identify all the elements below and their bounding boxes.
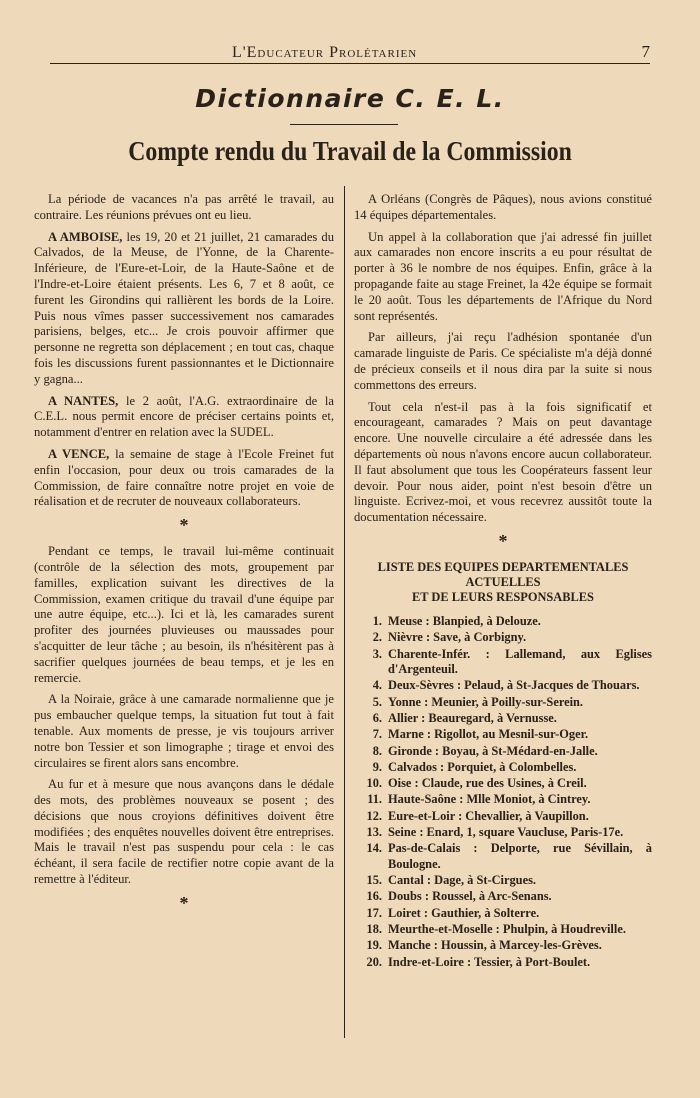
paragraph-body: la semaine de stage à l'Ecole Freinet fut enfin l'occasion, pour deux ou trois camarades de la Commission, de faire connaître notre projet en voie de réalisation et de recruter de nouveaux collaborateurs.	[34, 446, 334, 509]
list-item	[354, 938, 652, 954]
list-item-text: Meurthe-et-Moselle : Phulpin, à Houdreville.	[388, 921, 626, 936]
paragraph-lead: A NANTES,	[48, 393, 119, 408]
paragraph-body: le 2 août, l'A.G. extraordinaire de la C.E.L. nous permit encore de préciser certains points et, notamment d'entrer en relation avec la SUDEL.	[34, 393, 334, 440]
list-item	[354, 630, 652, 646]
list-item-text: Meuse : Blanpied, à Delouze.	[388, 613, 541, 628]
list-item-number: 17.	[366, 905, 382, 920]
list-item-text: Cantal : Dage, à St-Cirgues.	[388, 873, 536, 888]
article-title: Dictionnaire C. E. L.	[195, 84, 505, 113]
list-item	[354, 889, 652, 905]
list-item-text: Yonne : Meunier, à Poilly-sur-Serein.	[388, 694, 584, 709]
paragraph-lead: A AMBOISE,	[48, 229, 123, 244]
list-item-number: 15.	[366, 873, 382, 888]
paragraph-vence	[34, 447, 334, 510]
list-item-number: 4.	[372, 678, 382, 693]
list-item-text: Calvados : Porquiet, à Colombelles.	[388, 759, 577, 774]
section-separator: *	[179, 515, 189, 536]
section-separator: *	[498, 530, 508, 551]
list-item	[354, 841, 652, 872]
paragraph-amboise	[34, 230, 334, 388]
list-item	[354, 647, 652, 678]
list-item	[354, 792, 652, 808]
paragraph-body: les 19, 20 et 21 juillet, 21 camarades du Calvados, de la Meuse, de l'Yonne, de la Charente-Inférieure, de l'Eure-et-Loir, de la Haute-Saône et de l'Indre-et-Loire étaient présents. Les 6, 7 et 8 août, ce furent les Girondins qui rallièrent les bords de la Loire. Puis nous vîmes passer successivement nos camarades parisiens, belges, etc... Je crois pouvoir affirmer que personne ne regretta son déplacement ; en tout cas, chaque fois les discussions furent passionnantes et le Dictionnaire y gagna...	[34, 229, 335, 386]
list-item	[354, 906, 652, 922]
list-item-text: Gironde : Boyau, à St-Médard-en-Jalle.	[388, 743, 598, 758]
paragraph: A la Noiraie, grâce à une camarade normalienne que je pus embaucher quelque temps, la situation fut tout à fait tenable. Aux moments de presse, je vis toujours arriver notre bon Tessier et son limographe ; tirage et envoi des circulaires se firent alors sans encombre.	[34, 692, 334, 770]
list-item	[354, 955, 652, 971]
list-item-number: 2.	[372, 630, 382, 645]
column-divider	[344, 186, 345, 1038]
list-title	[354, 560, 652, 605]
header-rule	[50, 63, 650, 64]
list-item-number: 7.	[372, 727, 382, 742]
team-list	[354, 614, 652, 970]
list-item-text: Allier : Beauregard, à Vernusse.	[388, 710, 557, 725]
list-item-number: 16.	[366, 889, 382, 904]
list-item-text: Indre-et-Loire : Tessier, à Port-Boulet.	[388, 954, 591, 969]
list-item-text: Seine : Enard, 1, square Vaucluse, Paris-17e.	[388, 825, 624, 839]
paragraph: Par ailleurs, j'ai reçu l'adhésion spontanée d'un camarade linguiste de Paris. Ce spécialiste m'a déjà donné de précieux conseils et il nous dira par la suite si nous commettons des erreurs.	[354, 330, 652, 392]
title-divider	[290, 124, 398, 125]
list-item-text: Charente-Infér. : Lallemand, aux Eglises d'Argenteuil.	[388, 646, 652, 677]
list-item-number: 9.	[372, 759, 382, 774]
paragraph: A Orléans (Congrès de Pâques), nous avions constitué 14 équipes départementales.	[354, 192, 652, 222]
list-item-text: Deux-Sèvres : Pelaud, à St-Jacques de Thouars.	[388, 678, 640, 693]
list-item-text: Manche : Houssin, à Marcey-les-Grèves.	[388, 938, 602, 953]
list-item-number: 1.	[372, 613, 382, 628]
list-item-text: Oise : Claude, rue des Usines, à Creil.	[388, 776, 587, 791]
list-item	[354, 825, 652, 841]
paragraph: Un appel à la collaboration que j'ai adressé fin juillet aux camarades non encore inscrits a eu pour résultat de porter à 36 le nombre de nos équipes. Enfin, grâce à la propagande faite au stage Freinet, la 42e équipe se formait le 20 août. Tous les départements de l'Afrique du Nord sont représentés.	[354, 229, 652, 323]
article-subtitle: Compte rendu du Travail de la Commission	[128, 136, 572, 166]
list-item-number: 20.	[366, 954, 382, 969]
list-item-number: 12.	[366, 808, 382, 823]
list-item	[354, 711, 652, 727]
list-title-line: ACTUELLES	[465, 574, 541, 589]
list-item-text: Marne : Rigollot, au Mesnil-sur-Oger.	[388, 727, 589, 742]
list-item	[354, 873, 652, 889]
list-item	[354, 695, 652, 711]
list-title-line: ET DE LEURS RESPONSABLES	[412, 589, 594, 604]
list-item-number: 8.	[372, 743, 382, 758]
paragraph: Tout cela n'est-il pas à la fois significatif et encourageant, camarades ? Mais on peut davantage encore. Une nouvelle circulaire a été adressée dans les départements où nous n'avons encore aucun collaborateur. Il faut absolument que tous les Coopérateurs fassent leur devoir. Pour nous aider, point n'est besoin d'être un linguiste. Ecrivez-moi, et vous recevrez aussitôt toute la documentation nécessaire.	[354, 399, 652, 525]
paragraph: La période de vacances n'a pas arrêté le travail, au contraire. Les réunions prévues ont eu lieu.	[34, 192, 334, 222]
list-title-line: LISTE DES EQUIPES DEPARTEMENTALES	[377, 559, 629, 574]
list-item-text: Nièvre : Save, à Corbigny.	[388, 630, 527, 645]
list-item-text: Haute-Saône : Mlle Moniot, à Cintrey.	[388, 792, 591, 807]
list-item	[354, 760, 652, 776]
right-column	[354, 192, 652, 971]
list-item	[354, 744, 652, 760]
section-separator: *	[179, 892, 189, 913]
list-item-number: 13.	[366, 825, 382, 839]
list-item-number: 3.	[372, 646, 382, 661]
list-item-text: Loiret : Gauthier, à Solterre.	[388, 905, 540, 920]
list-item	[354, 776, 652, 792]
list-item-number: 11.	[367, 792, 382, 807]
list-item-number: 14.	[366, 841, 382, 856]
page-header	[232, 36, 650, 62]
paragraph-nantes	[34, 394, 334, 441]
list-item-number: 10.	[366, 776, 382, 791]
list-item-number: 5.	[372, 694, 382, 709]
paragraph-lead: A VENCE,	[48, 446, 110, 461]
paragraph: Au fur et à mesure que nous avançons dans le dédale des mots, des problèmes nouveaux se posent ; des décisions que nous croyions définitives doivent être modifiées ; des enquêtes nouvelles doivent être entreprises. Mais le travail n'est pas suspendu pour cela : le cas échéant, il sera facile de rectifier notre copie avant de la remettre à l'éditeur.	[34, 777, 334, 887]
list-item-number: 19.	[366, 938, 382, 953]
list-item-number: 18.	[366, 921, 382, 936]
paragraph: Pendant ce temps, le travail lui-même continuait (contrôle de la sélection des mots, groupement par familles, explication suivant les directives de la Commission, examen critique du travail d'une équipe par une autre équipe, etc...). Ici et là, les camarades surent profiter des journées pluvieuses ou maussades pour s'acquitter de leur tâche ; au besoin, ils n'hésitèrent pas à sacrifier quelques journées de beau temps, et je les en remercie.	[34, 544, 334, 685]
list-item	[354, 727, 652, 743]
list-item	[354, 678, 652, 694]
list-item-text: Doubs : Roussel, à Arc-Senans.	[388, 889, 552, 904]
list-item	[354, 922, 652, 938]
page-number: 7	[641, 42, 650, 61]
running-title: L'Educateur Prolétarien	[232, 44, 418, 61]
list-item-text: Eure-et-Loir : Chevallier, à Vaupillon.	[388, 808, 589, 823]
left-column	[34, 192, 334, 922]
list-item	[354, 809, 652, 825]
list-item	[354, 614, 652, 630]
list-item-number: 6.	[372, 710, 382, 725]
list-item-text: Pas-de-Calais : Delporte, rue Sévillain, à Boulogne.	[388, 841, 652, 871]
